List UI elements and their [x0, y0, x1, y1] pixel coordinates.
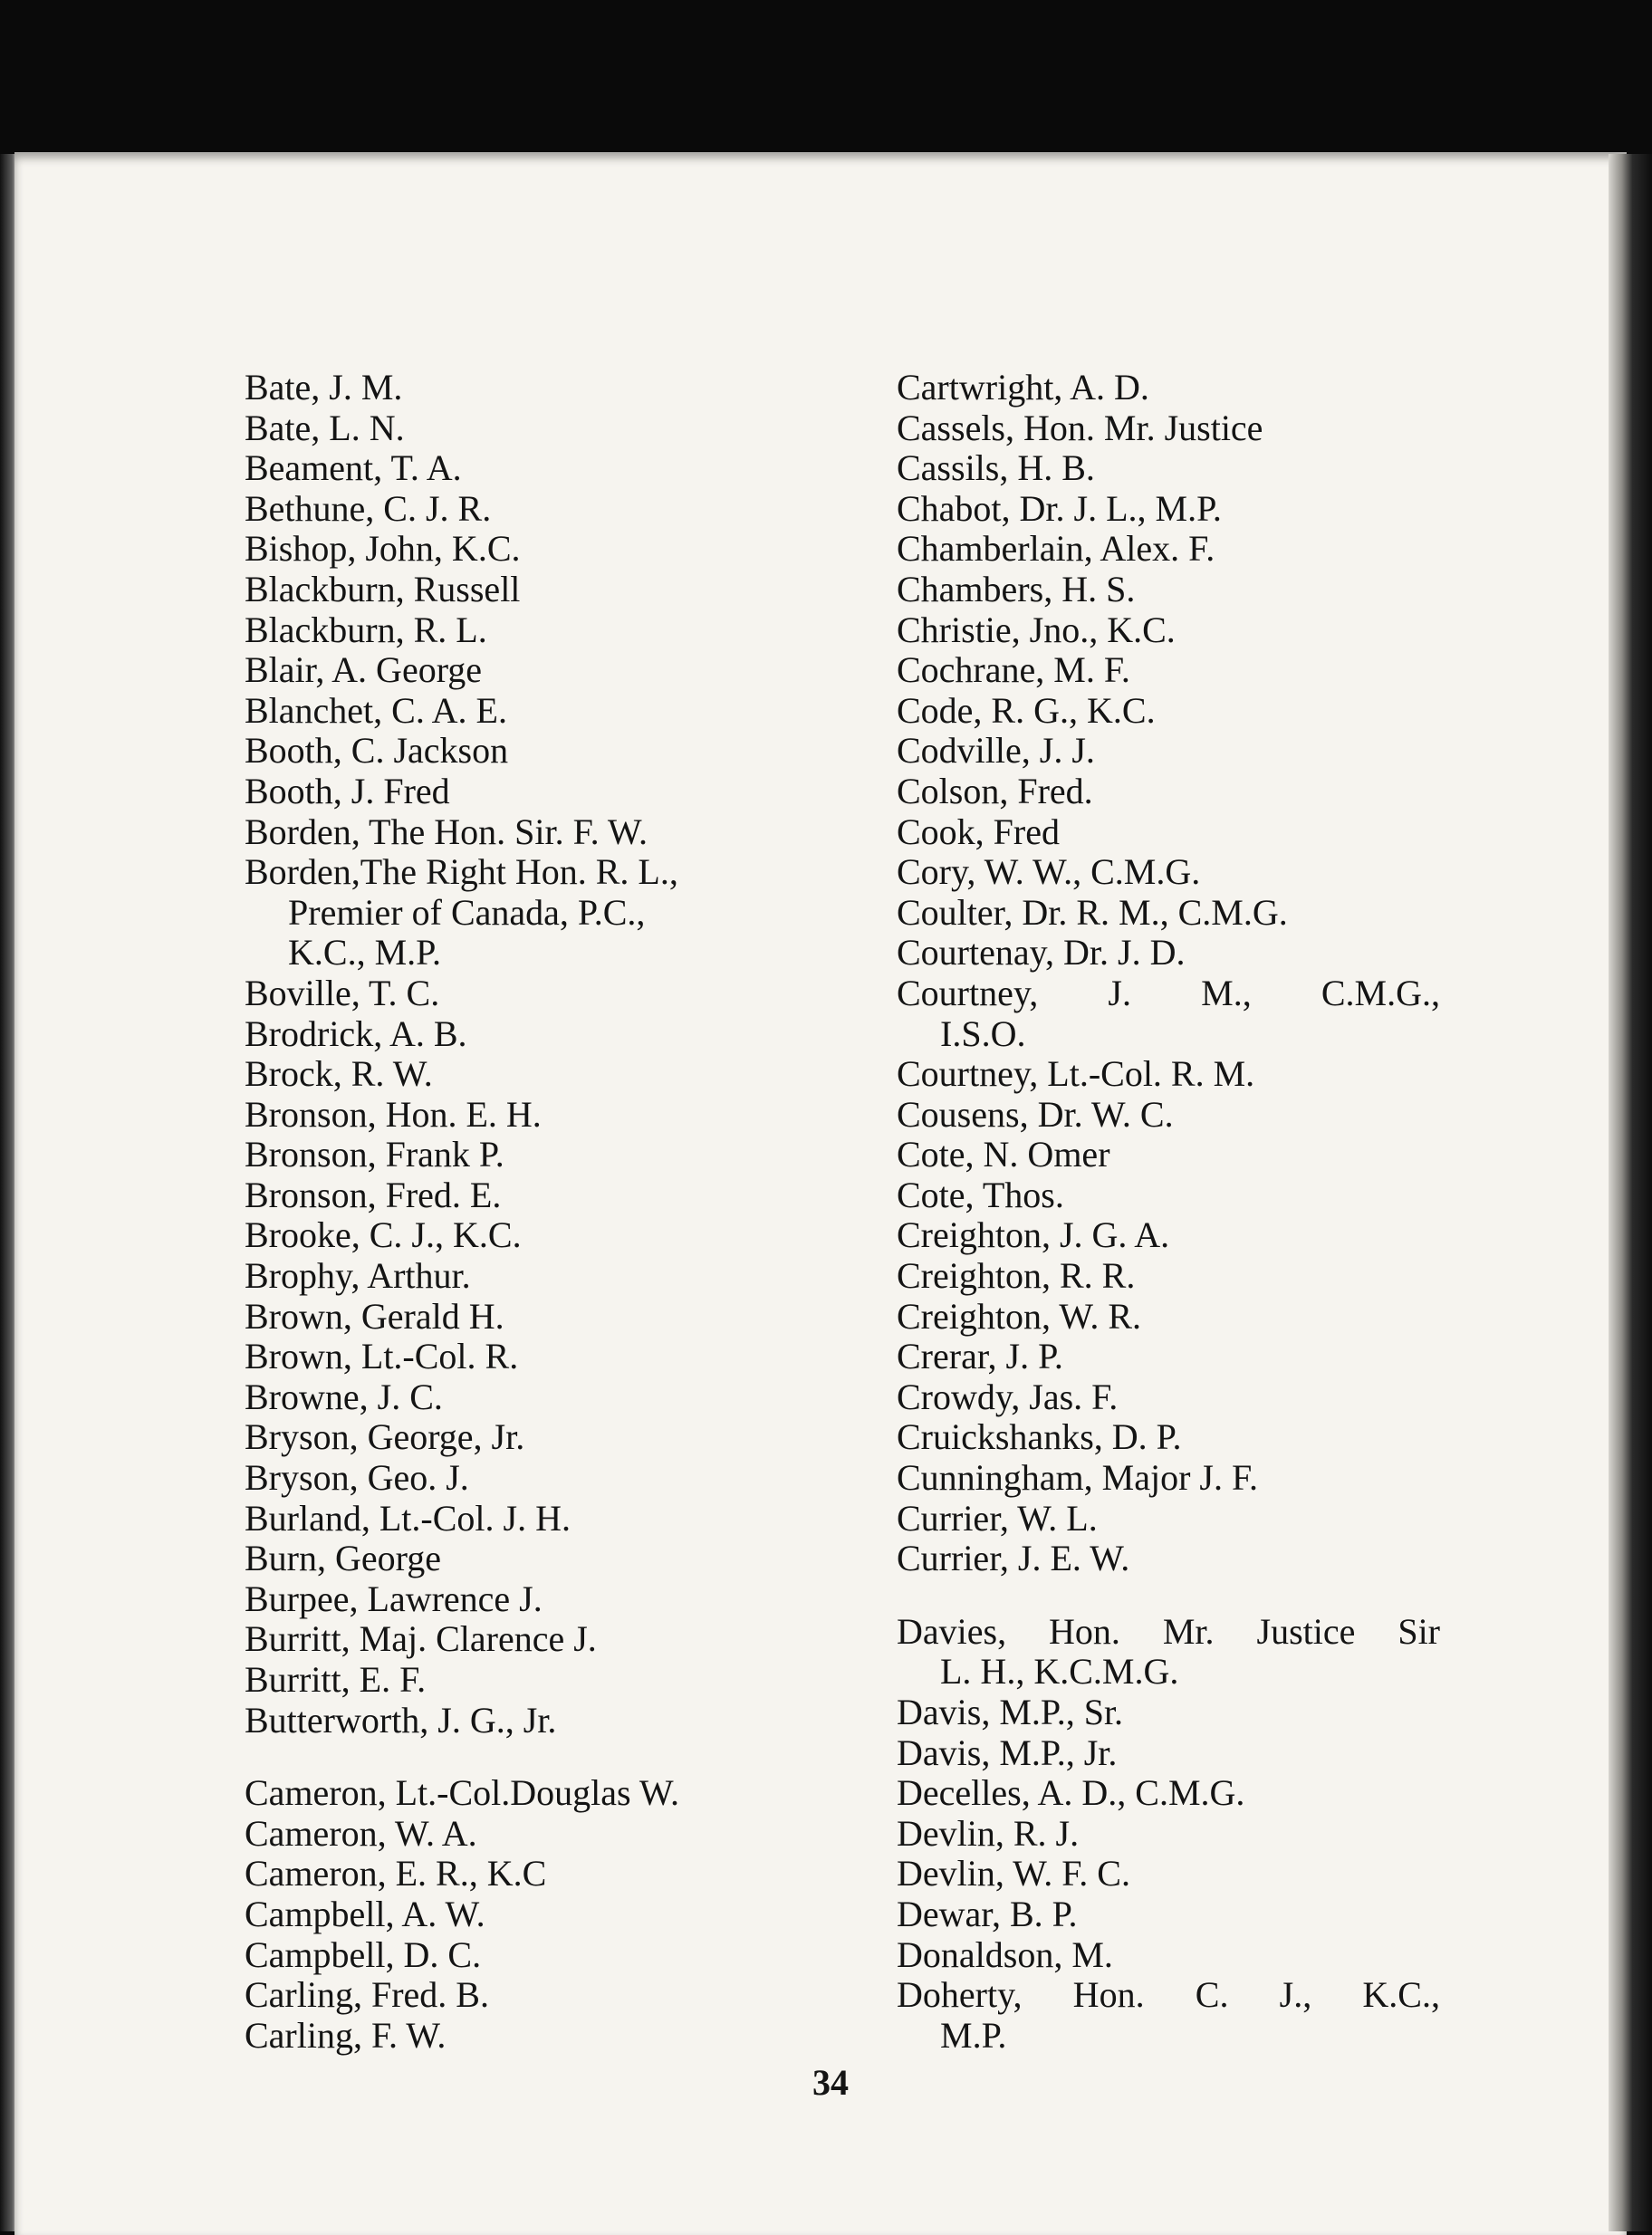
list-item-continuation: I.S.O.	[940, 1012, 1026, 1054]
list-item: Bate, L. N.	[245, 407, 405, 448]
list-item: Browne, J. C.	[245, 1376, 443, 1417]
list-item: Creighton, J. G. A.	[897, 1214, 1170, 1256]
list-item: Brooke, C. J., K.C.	[245, 1214, 522, 1256]
list-item: Booth, J. Fred	[245, 770, 450, 811]
list-item: Cameron, W. A.	[245, 1812, 477, 1854]
list-item: Brown, Gerald H.	[245, 1295, 504, 1337]
scan-top-margin	[0, 0, 1652, 161]
list-item: Devlin, R. J.	[897, 1812, 1080, 1854]
list-item-continuation: K.C., M.P.	[288, 932, 441, 974]
left-column	[245, 368, 824, 2056]
list-item-continuation: M.P.	[940, 2014, 1007, 2056]
list-item: Cunningham, Major J. F.	[897, 1457, 1259, 1499]
list-item: Creighton, W. R.	[897, 1295, 1142, 1337]
list-item: Campbell, D. C.	[245, 1933, 482, 1975]
list-item: Davies, Hon. Mr. Justice Sir	[897, 1610, 1440, 1652]
list-item-continuation: Premier of Canada, P.C.,	[288, 891, 646, 933]
list-item: Coulter, Dr. R. M., C.M.G.	[897, 891, 1288, 933]
list-item: Cameron, Lt.-Col.Douglas W.	[245, 1772, 679, 1814]
list-item: Courtney, Lt.-Col. R. M.	[897, 1053, 1255, 1095]
list-item: Courtenay, Dr. J. D.	[897, 932, 1186, 974]
list-item: Bronson, Hon. E. H.	[245, 1093, 542, 1135]
list-item: Cassels, Hon. Mr. Justice	[897, 407, 1263, 448]
list-item: Cook, Fred	[897, 811, 1060, 852]
list-item: Cory, W. W., C.M.G.	[897, 851, 1201, 893]
list-item: Borden,The Right Hon. R. L.,	[245, 851, 678, 893]
list-item: Cote, Thos.	[897, 1174, 1064, 1215]
list-item: Bryson, George, Jr.	[245, 1416, 525, 1458]
list-item: Blanchet, C. A. E.	[245, 689, 507, 731]
list-item: Carling, F. W.	[245, 2014, 447, 2056]
list-item: Booth, C. Jackson	[245, 730, 509, 772]
page-number: 34	[812, 2062, 849, 2103]
list-item: Blair, A. George	[245, 649, 483, 691]
list-item: Borden, The Hon. Sir. F. W.	[245, 811, 648, 852]
section-gap	[245, 1741, 824, 1773]
list-item: Blackburn, Russell	[245, 568, 521, 609]
list-item: Currier, J. E. W.	[897, 1538, 1130, 1579]
list-item: Donaldson, M.	[897, 1933, 1113, 1975]
list-item: Bate, J. M.	[245, 367, 403, 408]
list-item: Decelles, A. D., C.M.G.	[897, 1772, 1245, 1814]
list-item: Burland, Lt.-Col. J. H.	[245, 1497, 571, 1539]
list-item: Crowdy, Jas. F.	[897, 1376, 1119, 1417]
list-item: Currier, W. L.	[897, 1497, 1098, 1539]
list-item: Cruickshanks, D. P.	[897, 1416, 1182, 1458]
list-item: Brophy, Arthur.	[245, 1255, 471, 1297]
list-item: Crerar, J. P.	[897, 1336, 1063, 1377]
list-item: Cassils, H. B.	[897, 447, 1095, 489]
list-item-continuation: L. H., K.C.M.G.	[940, 1651, 1179, 1693]
list-item: Chamberlain, Alex. F.	[897, 528, 1215, 570]
section-gap	[897, 1579, 1440, 1612]
list-item: Code, R. G., K.C.	[897, 689, 1156, 731]
list-item: Christie, Jno., K.C.	[897, 609, 1176, 650]
list-item: Burritt, E. F.	[245, 1659, 427, 1700]
list-item: Creighton, R. R.	[897, 1255, 1136, 1297]
list-item: Beament, T. A.	[245, 447, 462, 489]
list-item: Campbell, A. W.	[245, 1893, 485, 1934]
list-item: Colson, Fred.	[897, 770, 1093, 811]
list-item: Burritt, Maj. Clarence J.	[245, 1618, 597, 1660]
list-item: Doherty, Hon. C. J., K.C.,	[897, 1974, 1440, 2016]
list-item: Davis, M.P., Sr.	[897, 1692, 1124, 1732]
list-item: Bethune, C. J. R.	[245, 487, 492, 529]
list-item: Codville, J. J.	[897, 730, 1095, 772]
right-column	[897, 368, 1440, 2056]
list-item: Cartwright, A. D.	[897, 367, 1149, 408]
list-item: Blackburn, R. L.	[245, 609, 487, 650]
list-item: Cote, N. Omer	[897, 1134, 1110, 1175]
list-item: Bryson, Geo. J.	[245, 1457, 469, 1499]
list-item: Cochrane, M. F.	[897, 649, 1130, 691]
list-item: Brock, R. W.	[245, 1053, 433, 1095]
list-item: Butterworth, J. G., Jr.	[245, 1699, 557, 1741]
list-item: Chabot, Dr. J. L., M.P.	[897, 487, 1222, 529]
list-item: Davis, M.P., Jr.	[897, 1731, 1118, 1773]
list-item: Burpee, Lawrence J.	[245, 1578, 543, 1619]
list-item: Bronson, Frank P.	[245, 1134, 504, 1175]
list-item: Chambers, H. S.	[897, 568, 1136, 609]
list-item: Burn, George	[245, 1538, 441, 1579]
list-item: Brown, Lt.-Col. R.	[245, 1336, 519, 1377]
list-item: Bishop, John, K.C.	[245, 528, 521, 570]
list-item: Carling, Fred. B.	[245, 1974, 489, 2016]
list-item: Boville, T. C.	[245, 972, 440, 1013]
list-item: Cousens, Dr. W. C.	[897, 1093, 1174, 1135]
scan-right-edge	[1609, 154, 1652, 2231]
list-item: Cameron, E. R., K.C	[245, 1853, 547, 1894]
list-item: Courtney, J. M., C.M.G.,	[897, 972, 1440, 1013]
list-item: Brodrick, A. B.	[245, 1012, 467, 1054]
list-item: Dewar, B. P.	[897, 1893, 1078, 1934]
list-item: Devlin, W. F. C.	[897, 1853, 1130, 1894]
list-item: Bronson, Fred. E.	[245, 1174, 502, 1215]
